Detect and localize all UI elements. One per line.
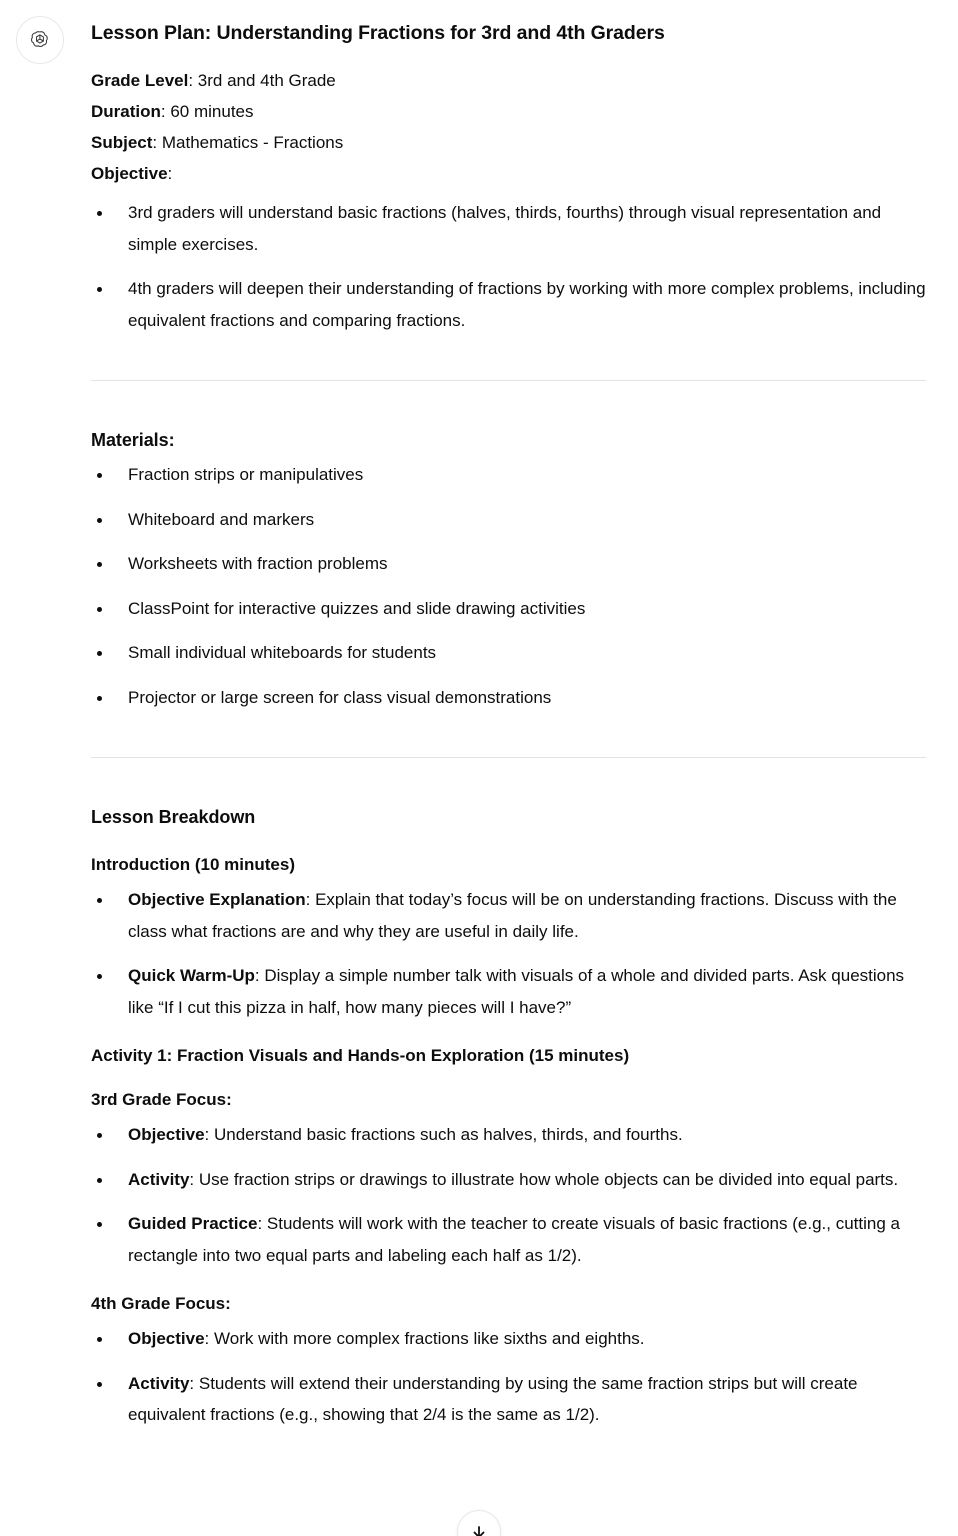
introduction-list [91,884,927,1023]
list-item [91,1323,927,1355]
grade3-focus-heading: 3rd Grade Focus: [91,1090,232,1109]
list-item-separator: : [189,1169,199,1189]
meta-separator: : [188,71,198,90]
grade4-list [91,1323,927,1431]
objective-list [91,197,927,336]
meta-value: 60 minutes [170,102,254,121]
meta-label: Grade Level [91,71,189,90]
meta-subject [91,127,927,158]
meta-duration [91,96,927,127]
list-item-separator: : [305,890,316,909]
meta-objective [91,158,927,189]
list-item [91,884,927,947]
scroll-to-bottom-button[interactable] [457,1510,501,1536]
meta-separator: : [152,133,162,152]
materials-list [91,459,927,713]
materials-heading: Materials: [91,430,175,450]
list-item: Whiteboard and markers [91,504,927,536]
section-divider [91,380,926,381]
introduction-heading: Introduction (10 minutes) [91,855,295,874]
list-item [91,960,927,1023]
meta-separator: : [160,102,171,121]
list-item-separator: : [254,966,265,985]
page-title: Lesson Plan: Understanding Fractions for 3rd and 4th Graders [91,22,665,44]
list-item: Small individual whiteboards for students [91,637,927,669]
list-item-separator: : [204,1125,214,1144]
meta-label: Subject [91,133,153,152]
meta-label: Objective [91,164,168,183]
list-item [91,1164,927,1196]
meta-value: 3rd and 4th Grade [197,71,336,90]
list-item-label: Quick Warm-Up [128,966,255,985]
list-item [91,1368,927,1431]
meta-separator: : [167,164,173,183]
section-divider [91,757,926,758]
list-item-label: Objective Explanation [128,890,306,909]
lesson-breakdown-heading: Lesson Breakdown [91,807,256,827]
list-item-label: Activity [128,1169,190,1189]
list-item [91,1119,927,1151]
arrow-down-icon [471,1524,487,1536]
list-item-separator: : [204,1329,214,1348]
list-item: 3rd graders will understand basic fractions (halves, thirds, fourths) through visual representation and simple exercises. [91,197,927,260]
list-item-separator: : [257,1214,267,1233]
list-item: Projector or large screen for class visual demonstrations [91,682,927,714]
list-item-label: Objective [128,1125,205,1144]
message-content [91,18,927,1431]
meta-label: Duration [91,102,161,121]
list-item-label: Activity [128,1373,190,1393]
assistant-avatar [16,16,64,64]
list-item-text: Students will extend their understanding by using the same fraction strips but will create equivalent fractions (e.g., showing that 2/4 is the same as 1/2). [128,1373,858,1424]
grade3-list [91,1119,927,1271]
activity1-heading: Activity 1: Fraction Visuals and Hands-on Exploration (15 minutes) [91,1046,630,1065]
grade4-focus-heading: 4th Grade Focus: [91,1294,231,1313]
list-item [91,1208,927,1271]
list-item-label: Guided Practice [128,1214,258,1233]
list-item-label: Objective [128,1329,205,1348]
list-item: Fraction strips or manipulatives [91,459,927,491]
list-item-separator: : [189,1373,199,1393]
list-item: ClassPoint for interactive quizzes and slide drawing activities [91,593,927,625]
list-item-text: Students will work with the teacher to create visuals of basic fractions (e.g., cutting a rectangle into two equal parts and labeling each half as 1/2). [128,1214,900,1265]
list-item: 4th graders will deepen their understanding of fractions by working with more complex problems, including equivalent fractions and comparing fractions. [91,273,927,336]
list-item: Worksheets with fraction problems [91,548,927,580]
meta-value: Mathematics - Fractions [161,133,344,152]
openai-logo-icon [29,29,51,51]
meta-grade-level [91,65,927,96]
list-item-text: Display a simple number talk with visuals of a whole and divided parts. Ask questions like “If I cut this pizza in half, how many pieces will I have?” [128,966,905,1017]
list-item-text: Work with more complex fractions like sixths and eighths. [214,1329,645,1348]
list-item-text: Use fraction strips or drawings to illustrate how whole objects can be divided into equal parts. [198,1169,899,1189]
list-item-text: Understand basic fractions such as halves, thirds, and fourths. [214,1125,683,1144]
list-item-text: Explain that today’s focus will be on understanding fractions. Discuss with the class what fractions are and why they are useful in daily life. [128,890,897,941]
